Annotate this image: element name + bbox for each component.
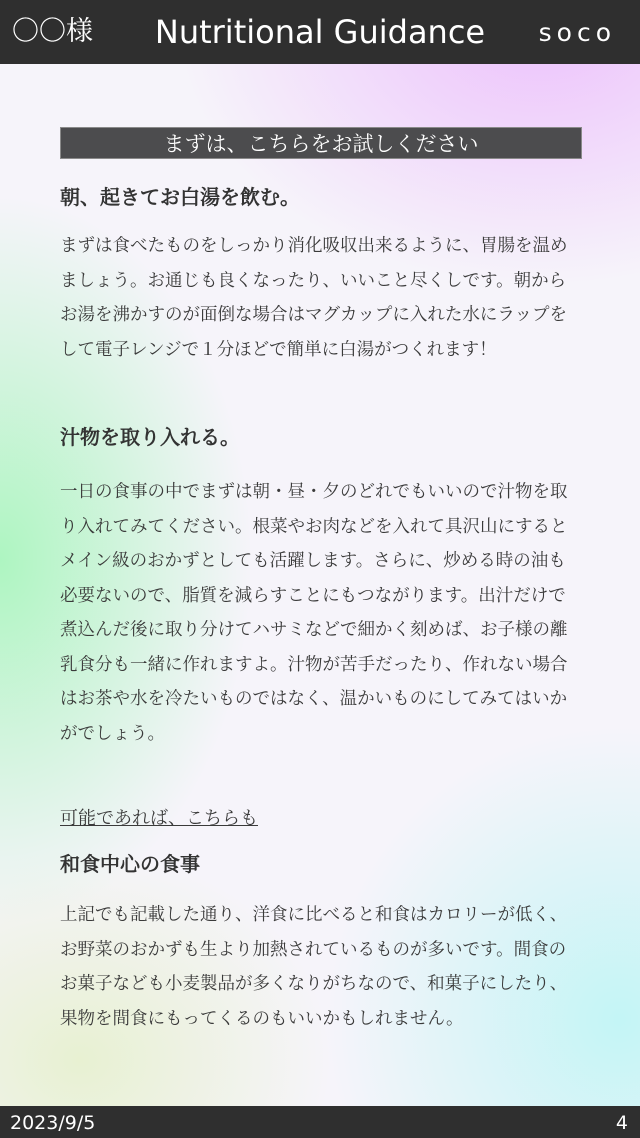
optional-subheading: 可能であれば、こちらも	[60, 808, 258, 829]
customer-name: 〇〇様	[12, 16, 93, 47]
main-content	[60, 127, 582, 1036]
footer-bar	[0, 1106, 640, 1138]
section-banner: まずは、こちらをお試しください	[60, 127, 582, 159]
header-bar	[0, 0, 640, 64]
section1-heading: 朝、起きてお白湯を飲む。	[60, 185, 300, 209]
section3-heading: 和食中心の食事	[60, 852, 200, 876]
footer-date: 2023/9/5	[10, 1112, 96, 1134]
section2-body: 一日の食事の中でまずは朝・昼・夕のどれでもいいので汁物を取り入れてみてください。根菜やお肉などを入れて具沢山にするとメイン級のおかずとしても活躍します。さらに、炒める時の油も必要ないので、脂質を減らすことにもつながります。出汁だけで煮込んだ後に取り分けてハサミなどで細かく刻めば、お子様の離乳食分も一緒に作れますよ。汁物が苦手だったり、作れない場合はお茶や水を冷たいものではなく、温かいものにしてみてはいかがでしょう。	[60, 482, 568, 744]
brand-logo: soco	[538, 18, 616, 47]
section1-body: まずは食べたものをしっかり消化吸収出来るように、胃腸を温めましょう。お通じも良くなったり、いいこと尽くしです。朝からお湯を沸かすのが面倒な場合はマグカップに入れた水にラップをして電子レンジで１分ほどで簡単に白湯がつくれます！	[60, 236, 568, 360]
page-title: Nutritional Guidance	[154, 13, 486, 51]
page-number: 4	[615, 1112, 628, 1134]
section3-body: 上記でも記載した通り、洋食に比べると和食はカロリーが低く、お野菜のおかずも生より加熱されているものが多いです。間食のお菓子なども小麦製品が多くなりがちなので、和菓子にしたり、果物を間食にもってくるのもいいかもしれません。	[60, 905, 568, 1029]
section2-heading: 汁物を取り入れる。	[60, 425, 240, 449]
